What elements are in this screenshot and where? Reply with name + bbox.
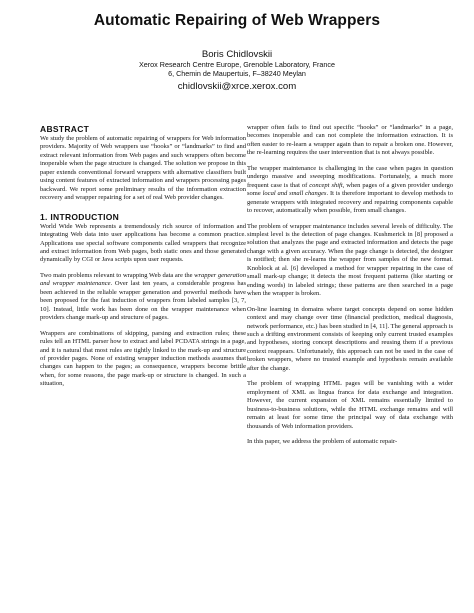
right-p2-emphasis-2: local and small changes (262, 190, 327, 198)
intro-paragraph-3: Wrappers are combinations of skipping, parsing and extraction rules; these rules tell an HTML parser how to extract and label PCDATA strings in a page, and it is natural that most rules are tightly linked to the mark-up and structure of provider pages. None of existing wrapper induction methods assumes that changes can happen to the pages; as consequence, wrappers become brittle when, for some reasons, the page mark-up or structure is changed. In such a situation, (40, 329, 246, 388)
author-affiliation: Xerox Research Centre Europe, Grenoble Laboratory, France (138, 60, 336, 69)
intro-paragraph-2 (40, 272, 246, 323)
right-column (247, 124, 453, 446)
intro-p2-emphasis: wrapper generation and wrapper maintenance (40, 271, 246, 288)
intro-paragraph-1: World Wide Web represents a tremendously rich source of information and integrating Web data into user applications has become a common practice. Applications use special software components called wrappers that recognize and extract information from Web pages, both static ones and those generated dynamically by CGI or Java scripts upon user requests. (40, 222, 246, 264)
intro-p2-text: Two main problems relevant to wrapping Web data are the (40, 271, 195, 279)
abstract-text: We study the problem of automatic repairing of wrappers for Web information providers. Majority of Web wrappers use “hooks” or “landmarks” to find and extract relevant information from Web pages and such wrappers often become inoperable when the page structure is changed. The solution we propose in this paper extends conventional forward wrappers with alternative classifiers built using content features of extracted information and wrappers processing pages backward. We report some preliminary results of the information extraction recovery and wrapper repairing for a set of real Web provider changes. (40, 135, 246, 202)
right-paragraph-1: wrapper often fails to find out specific “hooks” or “landmarks” in a page, becomes inoperable and can not complete the information extraction. It is often easier to re-learn a wrapper again than to repair a broken one. However, the re-learning requires the user intervention that is not always possible. (247, 124, 453, 157)
right-paragraph-2 (247, 165, 453, 216)
right-p2-text-mid: , when pages of a given provider undergo some (247, 181, 454, 198)
right-paragraph-6: In this paper, we address the problem of automatic repair- (247, 437, 398, 445)
abstract-heading: ABSTRACT (40, 124, 90, 134)
author-email: chidlovskii@xrce.xerox.com (177, 81, 297, 93)
right-p2-text: The wrapper maintenance is challenging in the case when pages in question undergo massive and sweeping modifications. Fortunately, a much more frequent case is that of (247, 164, 453, 189)
author-name: Boris Chidlovskii (201, 49, 273, 60)
right-p2-text-end: . It is therefore important to develop methods to generate wrappers with integrated recovery and repairing components capable to recover, automatically when possible, from small changes. (247, 190, 453, 215)
left-column (40, 124, 246, 389)
author-address: 6, Chemin de Maupertuis, F–38240 Meylan (168, 68, 306, 78)
right-paragraph-4: On-line learning in domains where target concepts depend on some hidden context and may change over time (financial prediction, medical diagnosis, network performance, etc.) has been studied in [4, 11]. The general approach is such a drifting environment consists of keeping only current trusted examples and hypotheses, storing concept descriptions and reusing them if a previous context reappears. Unfortunately, this approach can not be used in the case of broken wrappers, where no trusted example and hypothesis remain available after the change. (247, 305, 453, 372)
author-block (0, 49, 474, 93)
paper-title: Automatic Repairing of Web Wrappers (93, 12, 381, 29)
right-paragraph-5: The problem of wrapping HTML pages will be vanishing with a wider employment of XML as lingua franca for data exchange and integration. However, the current expansion of XML remains essentially limited to business-to-business solutions, while the HTML exchange remains and will remain at least for some time the principal way of data exchange with thousands of Web information providers. (247, 380, 453, 430)
right-paragraph-3: The problem of wrapper maintenance includes several levels of difficulty. The simplest level is the detection of page changes. Kushmerick in [8] proposed a solution that analyzes the page and extracted information and detects the page change with a given accuracy. When the page change is detected, the designer is notified; then she re-learns the wrapper from samples of the new format. Knoblock at al. [6] developed a method for wrapper repairing in the case of small mark-up change; it detects the most frequent patterns (like starting or ending words) in labeled strings; these patterns are then searched in a page when the wrapper is broken. (247, 222, 453, 298)
introduction-heading: 1. INTRODUCTION (40, 211, 120, 222)
intro-p2-text-cont: . Over last ten years, a considerable progress has been achieved in the reliable wrapper generation and powerful methods have been proposed for the fast induction of wrappers from labeled samples [3, 7, 10]. Instead, little work has been done on the wrapper maintenance when providers change mark-up and structure of pages. (40, 280, 246, 322)
right-p2-emphasis-1: concept shift (309, 181, 343, 189)
